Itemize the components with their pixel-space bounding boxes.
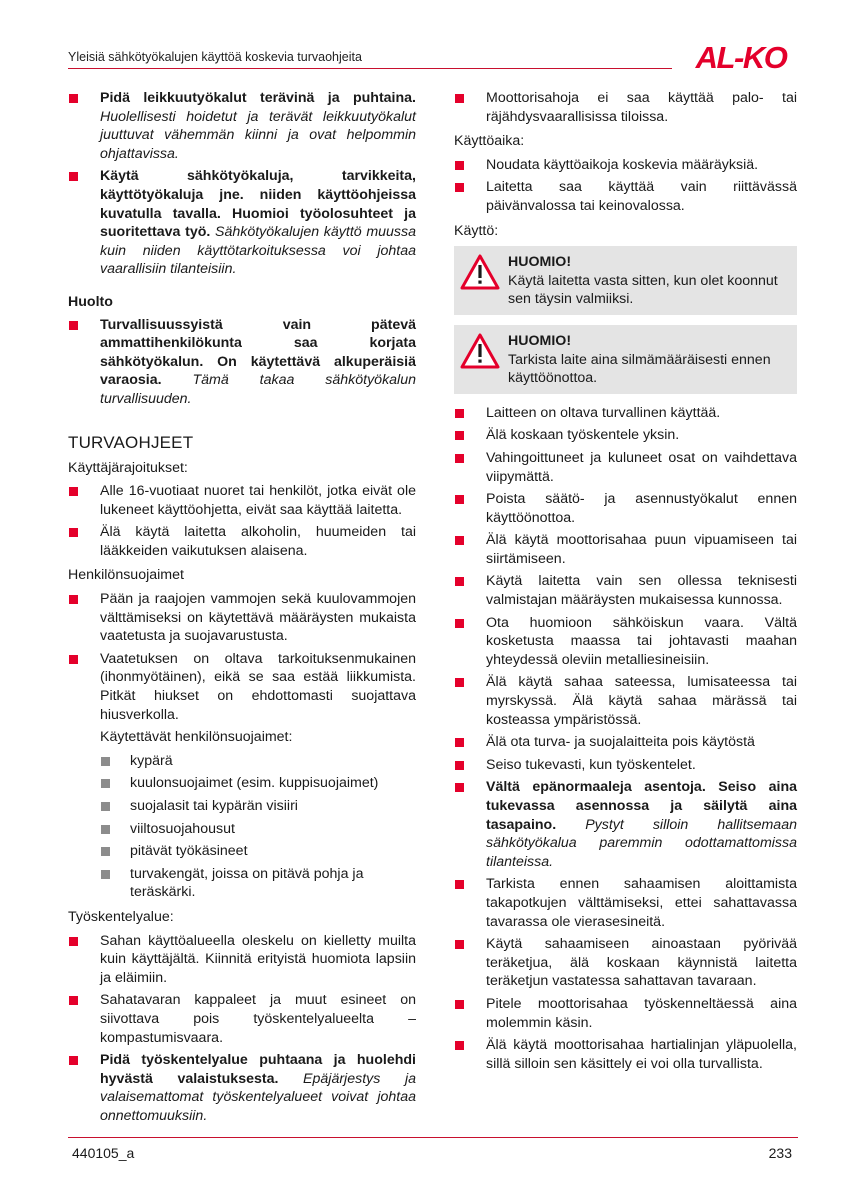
list-item: Älä käytä sahaa sateessa, lumisateessa tai myrskyssä. Älä käytä sahaa märässä tai kosteassa ympäristössä. xyxy=(454,673,797,729)
list-item: Alle 16-vuotiaat nuoret tai henkilöt, jotka eivät ole lukeneet käyttöohjetta, eivät saa käyttää laitetta. xyxy=(68,482,416,519)
item-bold-text: Vältä epänormaaleja asentoja. Seiso aina tukevassa asennossa ja säilytä aina tasapaino. xyxy=(486,779,797,833)
use-label: Käyttö: xyxy=(454,222,499,239)
document-id: 440105_a xyxy=(72,1145,135,1161)
huolto-heading: Huolto xyxy=(68,293,113,310)
list-item: Vaatetuksen on oltava tarkoituksenmukainen (ihonmyötäinen), eikä se saa estää liikkumista. Pitkät hiukset on ehdottomasti suojattava hiusverkolla. xyxy=(68,650,416,724)
section-title: TURVAOHJEET xyxy=(68,432,194,452)
alko-logo-text: AL-KO xyxy=(695,40,787,72)
header-title: Yleisiä sähkötyökalujen käyttöä koskevia turvaohjeita xyxy=(68,50,362,64)
footer-divider xyxy=(68,1137,798,1138)
list-item: Seiso tukevasti, kun työskentelet. xyxy=(454,756,797,775)
list-item: Älä ota turva- ja suojalaitteita pois käytöstä xyxy=(454,733,797,752)
list-item: Moottorisahoja ei saa käyttää palo- tai räjähdysvaarallisissa tiloissa. xyxy=(454,89,797,126)
item-italic-text: Huolellisesti hoidetut ja terävät leikkuutyökalut juuttuvat vähemmän kiinni ja ovat helpommin ohjattavissa. xyxy=(100,108,416,162)
list-item: Älä käytä moottorisahaa hartialinjan yläpuolella, sillä silloin sen käsittely ei voi olla turvallista. xyxy=(454,1036,797,1073)
list-item: Tarkista ennen sahaamisen aloittamista takapotkujen välttämiseksi, ettei sahattavassa tavarassa ole vierasesineitä. xyxy=(454,875,797,931)
list-item: Sahan käyttöalueella oleskelu on kielletty muilta kuin käyttäjältä. Kiinnitä erityistä huomiota lapsiin ja eläimiin. xyxy=(68,932,416,988)
list-item: Laitteen on oltava turvallinen käyttää. xyxy=(454,404,797,423)
left-column xyxy=(68,89,416,1130)
list-item xyxy=(68,167,416,279)
header-divider xyxy=(68,68,672,69)
list-item xyxy=(68,1051,416,1125)
page-number: 233 xyxy=(768,1145,792,1161)
list-item xyxy=(454,778,797,871)
list-item: Älä käytä laitetta alkoholin, huumeiden tai lääkkeiden vaikutuksen alaisena. xyxy=(68,523,416,560)
list-item: Älä koskaan työskentele yksin. xyxy=(454,426,797,445)
ppe-label: Henkilönsuojaimet xyxy=(68,567,184,584)
list-item: Käytä laitetta vain sen ollessa teknisesti valmistajan määräysten mukaisessa kunnossa. xyxy=(454,572,797,609)
list-item: Sahatavaran kappaleet ja muut esineet on siivottava pois työskentelyalueelta – kompastumisvaara. xyxy=(68,991,416,1047)
list-item: Ota huomioon sähköiskun vaara. Vältä kosketusta maassa tai johtavasti maahan yhteydessä oleviin metalliesineisiin. xyxy=(454,614,797,670)
item-italic-text: Epäjärjestys ja valaisemattomat työskentelyalueet voivat johtaa onnettomuuksiin. xyxy=(100,1070,416,1124)
list-item: Vahingoittuneet ja kuluneet osat on vaihdettava viipymättä. xyxy=(454,449,797,486)
warning-notice xyxy=(454,325,797,394)
item-italic-text: Pystyt silloin hallitsemaan sähkötyökalua paremmin odottamattomissa tilanteissa. xyxy=(486,816,797,870)
list-item: Poista säätö- ja asennustyökalut ennen käyttöönottoa. xyxy=(454,490,797,527)
list-item: Pään ja raajojen vammojen sekä kuulovammojen välttämiseksi on käytettävä määräysten mukaista vaatetusta ja suojavarustusta. xyxy=(68,590,416,646)
ppe-list-intro: Käytettävät henkilönsuojaimet: xyxy=(100,729,293,746)
user-restrictions-label: Käyttäjärajoitukset: xyxy=(68,459,188,476)
list-item: Käytä sahaamiseen ainoastaan pyörivää teräketjua, älä koskaan käynnistä laitetta teräketjun vastatessa sahattavan tavaraan. xyxy=(454,935,797,991)
list-item: Pitele moottorisahaa työskenneltäessä aina molemmin käsin. xyxy=(454,995,797,1032)
warning-triangle-icon xyxy=(460,254,500,290)
ppe-list-item: pitävät työkäsineet xyxy=(100,842,416,861)
item-bold-text: Pidä työskentelyalue puhtaana ja huolehdi hyvästä valaistuksesta. xyxy=(100,1052,416,1087)
item-italic-text: Tämä takaa sähkötyökalun turvallisuuden. xyxy=(100,372,416,407)
item-bold-text: Käytä sähkötyökaluja, tarvikkeita, käyttötyökaluja jne. niiden käyttöohjeissa kuvatulla tavalla. Huomioi työolosuhteet ja suoritettava työ. xyxy=(100,168,416,241)
list-item xyxy=(68,89,416,163)
ppe-list-item: viiltosuojahousut xyxy=(100,820,416,839)
list-item: Laitetta saa käyttää vain riittävässä päivänvalossa tai keinovalossa. xyxy=(454,178,797,215)
list-item: Älä käytä moottorisahaa puun vipuamiseen tai siirtämiseen. xyxy=(454,531,797,568)
ppe-list-item: kypärä xyxy=(100,752,416,771)
item-italic-text: Sähkötyökalujen käyttö muussa kuin niiden käyttötarkoituksessa voi johtaa vaarallisiin tilanteisiin. xyxy=(100,224,417,278)
warning-notice xyxy=(454,246,797,315)
notice-text: Tarkista laite aina silmämääräisesti ennen käyttöönottoa. xyxy=(508,351,771,387)
notice-text: Käytä laitetta vasta sitten, kun olet koonnut sen täysin valmiiksi. xyxy=(508,272,778,308)
item-bold-text: Pidä leikkuutyökalut terävinä ja puhtaina. xyxy=(100,90,416,106)
workarea-label: Työskentelyalue: xyxy=(68,908,174,925)
alko-logo xyxy=(684,40,798,72)
warning-triangle-icon xyxy=(460,333,500,369)
ppe-list-item: turvakengät, joissa on pitävä pohja ja teräskärki. xyxy=(100,865,416,902)
list-item: Noudata käyttöaikoja koskevia määräyksiä. xyxy=(454,156,797,175)
ppe-list-item: kuulonsuojaimet (esim. kuppisuojaimet) xyxy=(100,774,416,793)
item-bold-text: Turvallisuussyistä vain pätevä ammattihenkilökunta saa korjata sähkötyökalun. On käytettävä alkuperäisiä varaosia. xyxy=(100,316,416,389)
list-item xyxy=(68,316,416,409)
notice-title: HUOMIO! xyxy=(508,332,572,349)
notice-title: HUOMIO! xyxy=(508,254,572,271)
ppe-list-item: suojalasit tai kypärän visiiri xyxy=(100,797,416,816)
right-column xyxy=(454,89,797,1077)
usage-time-label: Käyttöaika: xyxy=(454,133,525,150)
